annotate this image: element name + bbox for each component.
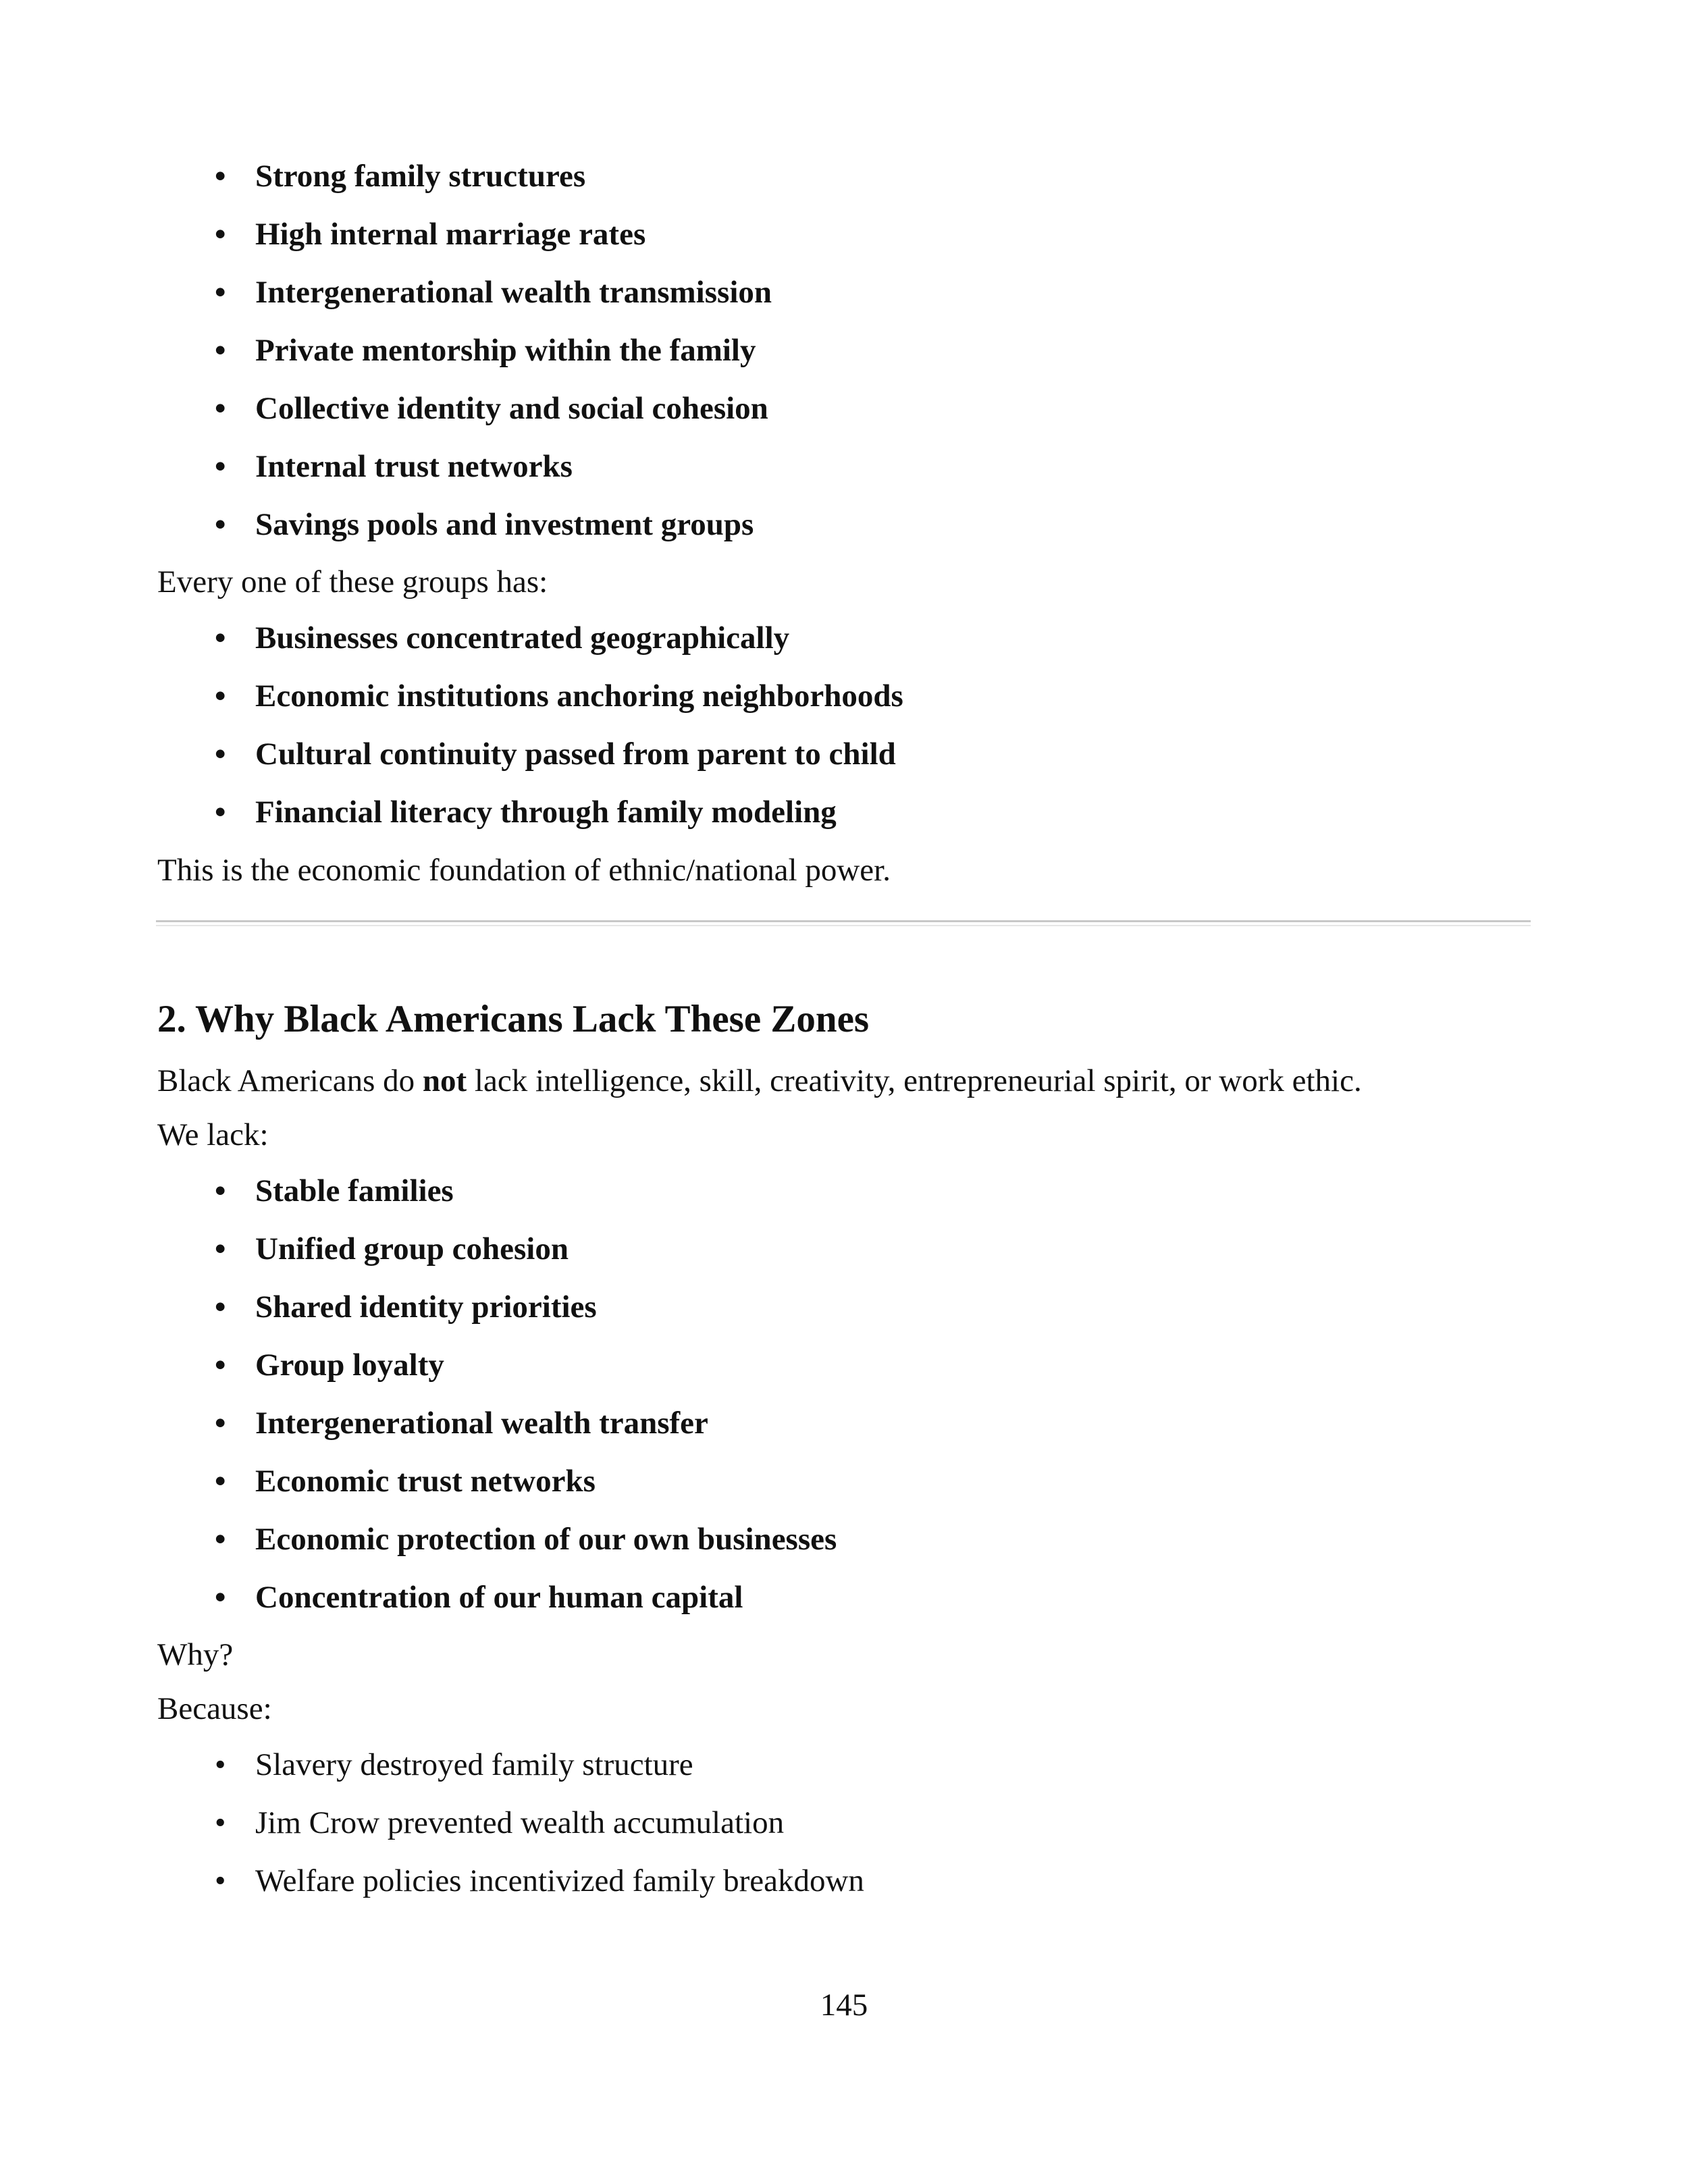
emphasis-text: not [422,1063,467,1098]
bullet-icon: • [215,678,226,714]
list-item-text: Financial literacy through family modeling [255,795,837,830]
list-item-text: Strong family structures [255,159,586,194]
list-item-text: Jim Crow prevented wealth accumulation [255,1805,785,1840]
bullet-icon: • [215,1173,226,1208]
list-item-text: Group loyalty [255,1348,444,1383]
bullet-icon: • [215,1464,226,1499]
list-item-text: Shared identity priorities [255,1289,597,1325]
list-item-text: Internal trust networks [255,449,573,484]
list-item-text: Stable families [255,1173,454,1208]
bullet-icon: • [215,217,226,252]
list-item-text: Economic institutions anchoring neighborhoods [255,678,903,714]
list-item-text: Slavery destroyed family structure [255,1747,693,1782]
paragraph-foundation: This is the economic foundation of ethnic/national power. [157,853,891,888]
horizontal-divider [156,920,1531,926]
bullet-icon: • [215,333,226,368]
paragraph-groups-has: Every one of these groups has: [157,564,548,600]
paragraph-text: lack intelligence, skill, creativity, entrepreneurial spirit, or work ethic. [467,1063,1362,1098]
paragraph-why: Why? [157,1637,234,1672]
bullet-icon: • [215,795,226,830]
bullet-icon: • [215,1348,226,1383]
list-item-text: Savings pools and investment groups [255,507,754,542]
bullet-icon: • [215,1406,226,1441]
list-item-text: Concentration of our human capital [255,1580,743,1615]
list-item-text: Private mentorship within the family [255,333,756,368]
list-item-text: Intergenerational wealth transfer [255,1406,708,1441]
paragraph-text: Black Americans do [157,1063,423,1098]
list-item-text: Intergenerational wealth transmission [255,275,772,310]
bullet-icon: • [215,1805,226,1840]
bullet-icon: • [215,1863,226,1898]
bullet-icon: • [215,1522,226,1557]
bullet-icon: • [215,1289,226,1325]
bullet-icon: • [215,737,226,772]
section-heading: 2. Why Black Americans Lack These Zones [157,998,870,1040]
bullet-icon: • [215,1580,226,1615]
bullet-icon: • [215,1231,226,1267]
list-item-text: Collective identity and social cohesion [255,391,768,426]
bullet-icon: • [215,507,226,542]
paragraph-because: Because: [157,1691,272,1726]
bullet-icon: • [215,449,226,484]
paragraph-we-lack: We lack: [157,1117,269,1152]
bullet-icon: • [215,391,226,426]
paragraph-not-lack [157,1062,1362,1100]
list-item-text: Economic protection of our own businesses [255,1522,837,1557]
list-item-text: Cultural continuity passed from parent to child [255,737,896,772]
list-item-text: Economic trust networks [255,1464,596,1499]
list-item-text: Businesses concentrated geographically [255,620,790,656]
bullet-icon: • [215,159,226,194]
bullet-icon: • [215,275,226,310]
list-item-text: High internal marriage rates [255,217,646,252]
list-item-text: Unified group cohesion [255,1231,569,1267]
page-number: 145 [820,1988,868,2023]
bullet-icon: • [215,620,226,656]
bullet-icon: • [215,1747,226,1782]
list-item-text: Welfare policies incentivized family breakdown [255,1863,864,1898]
